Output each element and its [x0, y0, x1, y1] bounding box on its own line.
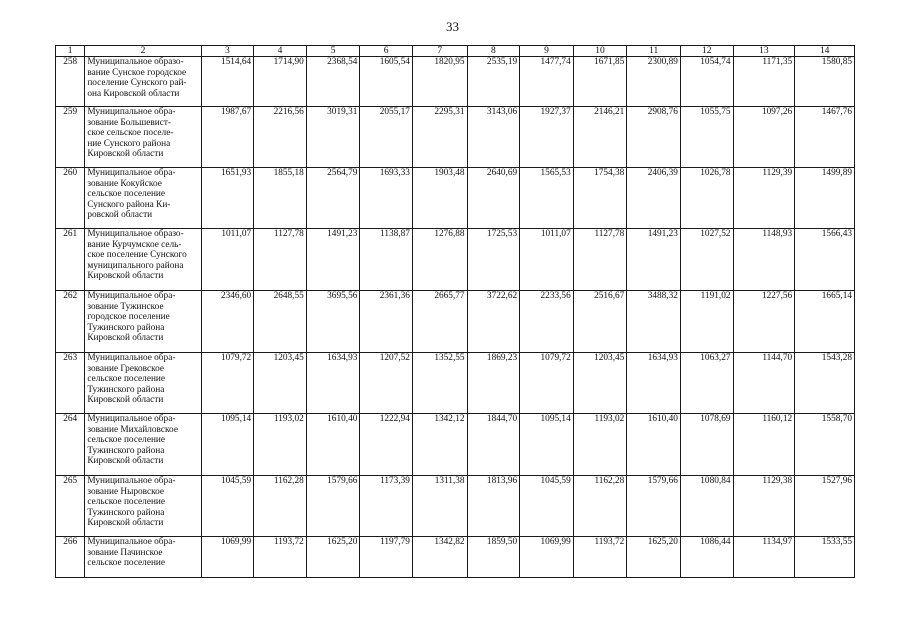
value-cell: 2361,36: [360, 291, 413, 353]
table-row: [56, 476, 855, 537]
value-cell: 1610,40: [627, 414, 681, 476]
value-cell: 1055,75: [680, 107, 733, 168]
value-cell: 1725,53: [467, 229, 520, 291]
value-cell: 1045,59: [520, 476, 574, 537]
value-cell: 1844,70: [467, 414, 520, 476]
row-number-cell: 258: [56, 57, 85, 107]
value-cell: 1097,26: [733, 107, 795, 168]
column-header: 5: [306, 46, 360, 57]
value-cell: 2564,79: [306, 168, 360, 229]
value-cell: 1467,76: [795, 107, 855, 168]
value-cell: 1579,66: [627, 476, 681, 537]
table-row: [56, 414, 855, 476]
value-cell: 2346,60: [201, 291, 254, 353]
value-cell: 1491,23: [627, 229, 681, 291]
table-row: [56, 107, 855, 168]
row-number-cell: 259: [56, 107, 85, 168]
table-row: [56, 57, 855, 107]
column-header: 9: [520, 46, 574, 57]
value-cell: 1276,88: [412, 229, 467, 291]
value-cell: 1129,38: [733, 476, 795, 537]
value-cell: 3722,62: [467, 291, 520, 353]
municipality-name-cell: Муниципальное обра- зование Ныровское сельское поселение Тужинского района Кировской области: [85, 476, 201, 537]
value-cell: 1671,85: [573, 57, 627, 107]
value-cell: 1086,44: [680, 537, 733, 578]
value-cell: 1079,72: [520, 353, 574, 414]
value-cell: 1203,45: [573, 353, 627, 414]
value-cell: 1197,79: [360, 537, 413, 578]
value-cell: 2216,56: [254, 107, 307, 168]
value-cell: 1565,53: [520, 168, 574, 229]
value-cell: 2908,76: [627, 107, 681, 168]
value-cell: 1491,23: [306, 229, 360, 291]
page-number: 33: [446, 19, 459, 34]
column-header: 8: [467, 46, 520, 57]
value-cell: 1011,07: [201, 229, 254, 291]
value-cell: 2648,55: [254, 291, 307, 353]
value-cell: 1193,72: [573, 537, 627, 578]
value-cell: 1045,59: [201, 476, 254, 537]
row-number-cell: 260: [56, 168, 85, 229]
table-row: [56, 537, 855, 578]
value-cell: 1095,14: [520, 414, 574, 476]
value-cell: 3488,32: [627, 291, 681, 353]
value-cell: 3695,56: [306, 291, 360, 353]
value-cell: 1533,55: [795, 537, 855, 578]
value-cell: 1625,20: [627, 537, 681, 578]
value-cell: 1813,96: [467, 476, 520, 537]
value-cell: 1078,69: [680, 414, 733, 476]
row-number-cell: 266: [56, 537, 85, 578]
value-cell: 1665,14: [795, 291, 855, 353]
value-cell: 2640,69: [467, 168, 520, 229]
value-cell: 1127,78: [573, 229, 627, 291]
value-cell: 1477,74: [520, 57, 574, 107]
value-cell: 1138,87: [360, 229, 413, 291]
value-cell: 1222,94: [360, 414, 413, 476]
value-cell: 1079,72: [201, 353, 254, 414]
value-cell: 1063,27: [680, 353, 733, 414]
value-cell: 1499,89: [795, 168, 855, 229]
table-row: [56, 229, 855, 291]
municipality-name-cell: Муниципальное обра- зование Пачинское сельское поселение: [85, 537, 201, 578]
value-cell: 1011,07: [520, 229, 574, 291]
column-header: 10: [573, 46, 627, 57]
value-cell: 1026,78: [680, 168, 733, 229]
value-cell: 1134,97: [733, 537, 795, 578]
column-header: 3: [201, 46, 254, 57]
value-cell: 1144,70: [733, 353, 795, 414]
row-number-cell: 262: [56, 291, 85, 353]
column-header: 12: [680, 46, 733, 57]
value-cell: 1027,52: [680, 229, 733, 291]
value-cell: 1227,56: [733, 291, 795, 353]
value-cell: 1855,18: [254, 168, 307, 229]
value-cell: 2295,31: [412, 107, 467, 168]
value-cell: 1714,90: [254, 57, 307, 107]
value-cell: 2665,77: [412, 291, 467, 353]
value-cell: 2146,21: [573, 107, 627, 168]
value-cell: 1311,38: [412, 476, 467, 537]
value-cell: 1342,82: [412, 537, 467, 578]
value-cell: 1162,28: [573, 476, 627, 537]
value-cell: 1625,20: [306, 537, 360, 578]
value-cell: 1580,85: [795, 57, 855, 107]
row-number-cell: 265: [56, 476, 85, 537]
value-cell: 1342,12: [412, 414, 467, 476]
value-cell: 2368,54: [306, 57, 360, 107]
row-number-cell: 263: [56, 353, 85, 414]
value-cell: 1069,99: [201, 537, 254, 578]
value-cell: 1191,02: [680, 291, 733, 353]
value-cell: 1651,93: [201, 168, 254, 229]
value-cell: 1927,37: [520, 107, 574, 168]
value-cell: 2233,56: [520, 291, 574, 353]
column-header: 7: [412, 46, 467, 57]
value-cell: 1129,39: [733, 168, 795, 229]
value-cell: 1352,55: [412, 353, 467, 414]
value-cell: 1610,40: [306, 414, 360, 476]
column-header: 13: [733, 46, 795, 57]
value-cell: 1527,96: [795, 476, 855, 537]
value-cell: 1162,28: [254, 476, 307, 537]
value-cell: 1859,50: [467, 537, 520, 578]
value-cell: 1820,95: [412, 57, 467, 107]
data-table: [55, 45, 855, 578]
header-row: [56, 46, 855, 57]
value-cell: 1605,54: [360, 57, 413, 107]
value-cell: 1148,93: [733, 229, 795, 291]
table-row: [56, 353, 855, 414]
column-header: 14: [795, 46, 855, 57]
column-header: 4: [254, 46, 307, 57]
value-cell: 1160,12: [733, 414, 795, 476]
column-header: 1: [56, 46, 85, 57]
municipality-name-cell: Муниципальное образо- вание Курчумское сель- ское поселение Сунского муниципального района Кировской области: [85, 229, 201, 291]
value-cell: 3019,31: [306, 107, 360, 168]
value-cell: 3143,06: [467, 107, 520, 168]
municipality-name-cell: Муниципальное обра- зование Кокуйское сельское поселение Сунского района Ки- ровской области: [85, 168, 201, 229]
value-cell: 1579,66: [306, 476, 360, 537]
value-cell: 1558,70: [795, 414, 855, 476]
value-cell: 1095,14: [201, 414, 254, 476]
value-cell: 1566,43: [795, 229, 855, 291]
value-cell: 1080,84: [680, 476, 733, 537]
column-header: 6: [360, 46, 413, 57]
value-cell: 1634,93: [627, 353, 681, 414]
municipality-name-cell: Муниципальное образо- вание Сунское городское поселение Сунского рай- она Кировской области: [85, 57, 201, 107]
value-cell: 1754,38: [573, 168, 627, 229]
value-cell: 2535,19: [467, 57, 520, 107]
municipality-name-cell: Муниципальное обра- зование Большевист- ское сельское поселе- ние Сунского района Кировской области: [85, 107, 201, 168]
value-cell: 1193,02: [573, 414, 627, 476]
value-cell: 2300,89: [627, 57, 681, 107]
value-cell: 1069,99: [520, 537, 574, 578]
table-row: [56, 168, 855, 229]
value-cell: 1173,39: [360, 476, 413, 537]
value-cell: 1207,52: [360, 353, 413, 414]
municipality-name-cell: Муниципальное обра- зование Грековское сельское поселение Тужинского района Кировской области: [85, 353, 201, 414]
column-header: 2: [85, 46, 201, 57]
column-header: 11: [627, 46, 681, 57]
value-cell: 1127,78: [254, 229, 307, 291]
value-cell: 2406,39: [627, 168, 681, 229]
value-cell: 1171,35: [733, 57, 795, 107]
row-number-cell: 261: [56, 229, 85, 291]
value-cell: 1693,33: [360, 168, 413, 229]
value-cell: 1054,74: [680, 57, 733, 107]
value-cell: 1869,23: [467, 353, 520, 414]
value-cell: 2055,17: [360, 107, 413, 168]
municipality-name-cell: Муниципальное обра- зование Михайловское сельское поселение Тужинского района Кировской области: [85, 414, 201, 476]
value-cell: 1634,93: [306, 353, 360, 414]
value-cell: 1543,28: [795, 353, 855, 414]
value-cell: 1193,72: [254, 537, 307, 578]
value-cell: 1193,02: [254, 414, 307, 476]
value-cell: 1903,48: [412, 168, 467, 229]
table-row: [56, 291, 855, 353]
row-number-cell: 264: [56, 414, 85, 476]
value-cell: 1987,67: [201, 107, 254, 168]
value-cell: 2516,67: [573, 291, 627, 353]
value-cell: 1203,45: [254, 353, 307, 414]
value-cell: 1514,64: [201, 57, 254, 107]
municipality-name-cell: Муниципальное обра- зование Тужинское городское поселение Тужинского района Кировской области: [85, 291, 201, 353]
